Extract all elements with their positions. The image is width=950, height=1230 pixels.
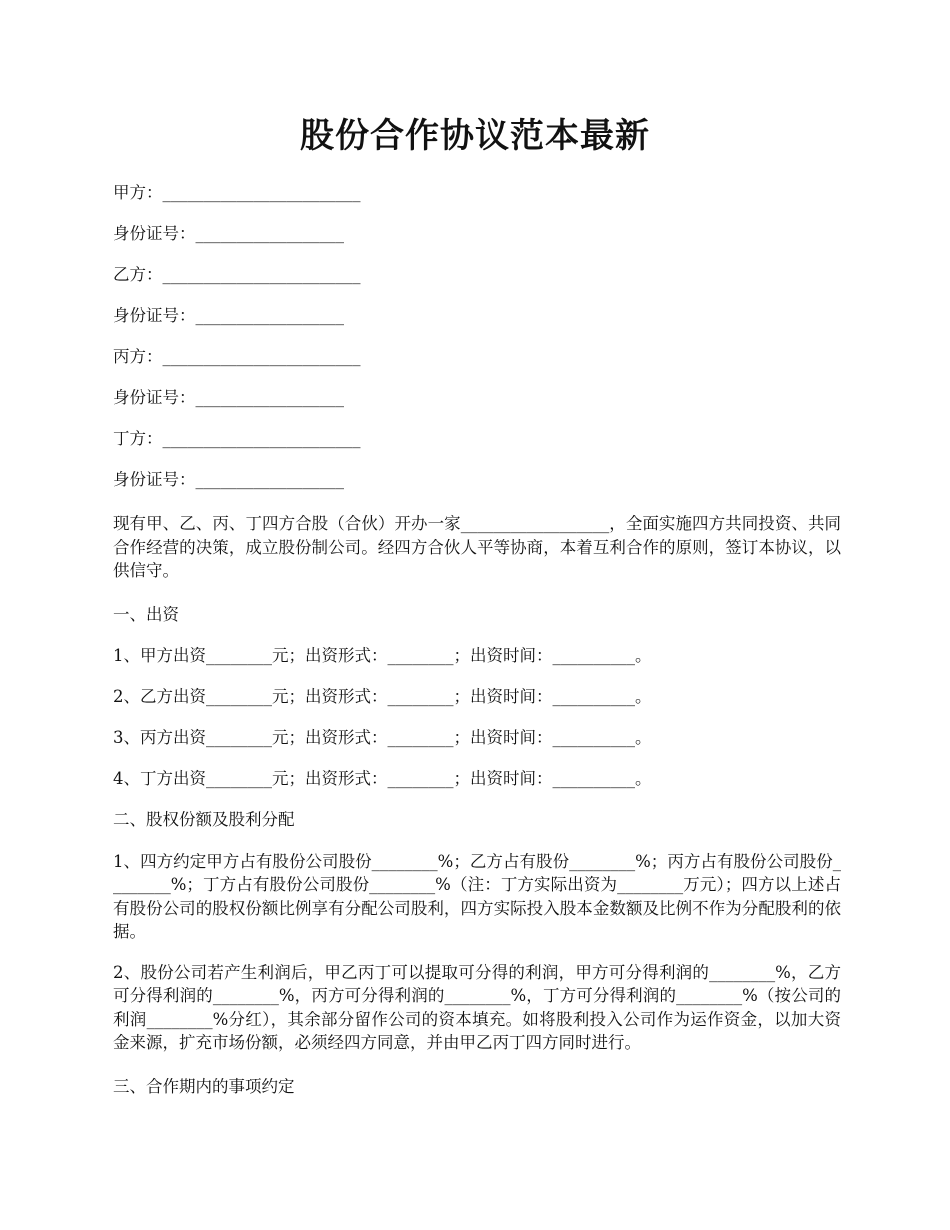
party-c-line: 丙方：________________________ [113,347,361,366]
contribution-d: 4、丁方出资________元；出资形式：________；出资时间：__________。 [113,768,652,788]
party-a-line: 甲方：________________________ [113,183,361,202]
party-b-line: 乙方：________________________ [113,265,361,284]
party-c-id-line: 身份证号：__________________ [113,388,344,407]
intro-paragraph: 现有甲、乙、丙、丁四方合股（合伙）开办一家__________________，全面实施四方共同投资、共同合作经营的决策，成立股份制公司。经四方合伙人平等协商，本着互利合作的原则，签订本协议，以供信守。 [113,514,841,580]
document-body [113,178,841,1113]
equity-paragraph-2: 2、股份公司若产生利润后，甲乙丙丁可以提取可分得的利润，甲方可分得利润的________%，乙方可分得利润的________%，丙方可分得利润的________%，丁方可分得利润的________%（按公司的利润________%分红），其余部分留作公司的资本填充。如将股利投入公司作为运作资金，以加大资金来源，扩充市场份额，必须经四方同意，并由甲乙丙丁四方同时进行。 [113,962,841,1052]
party-b-id-line: 身份证号：__________________ [113,306,344,325]
document-title: 股份合作协议范本最新 [300,116,650,156]
section-heading-cooperation: 三、合作期内的事项约定 [113,1076,295,1096]
contribution-a: 1、甲方出资________元；出资形式：________；出资时间：__________。 [113,645,652,665]
contribution-c: 3、丙方出资________元；出资形式：________；出资时间：__________。 [113,727,652,747]
party-a-id-line: 身份证号：__________________ [113,224,344,243]
party-d-id-line: 身份证号：__________________ [113,470,344,489]
party-d-line: 丁方：________________________ [113,429,361,448]
section-heading-equity: 二、股权份额及股利分配 [113,809,295,829]
section-heading-contribution: 一、出资 [113,604,179,624]
contribution-b: 2、乙方出资________元；出资形式：________；出资时间：__________。 [113,686,652,706]
equity-paragraph-1: 1、四方约定甲方占有股份公司股份________%；乙方占有股份________%；丙方占有股份公司股份________%；丁方占有股份公司股份________%（注：丁方实际出资为________万元）；四方以上述占有股份公司的股权份额比例享有分配公司股利，四方实际投入股本金数额及比例不作为分配股利的依据。 [113,851,841,941]
